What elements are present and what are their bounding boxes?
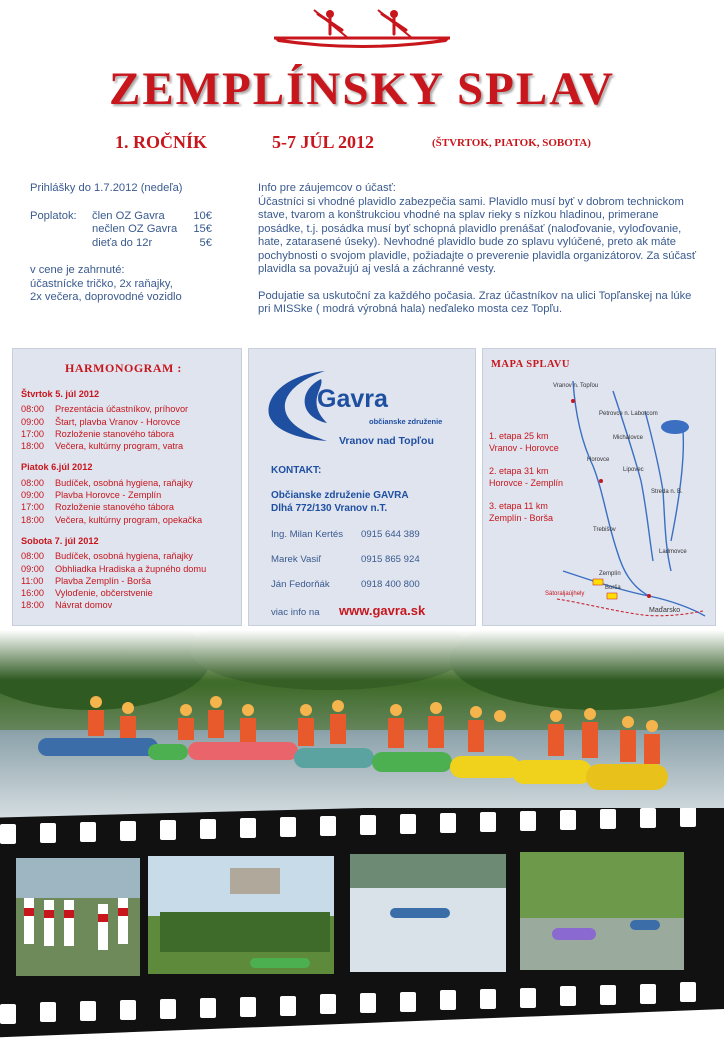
contact-name: Marek Vasiľ	[271, 554, 322, 565]
org-name: Občianske združenie GAVRA	[271, 490, 409, 501]
schedule-time: 17:00	[21, 428, 44, 439]
gavra-logo-name: Gavra	[317, 385, 388, 413]
map-place-sobrance: Streda n. B.	[651, 489, 683, 495]
schedule-text: Plavba Zemplín - Borša	[55, 575, 151, 586]
schedule-text: Štart, plavba Vranov - Horovce	[55, 416, 181, 427]
schedule-text: Večera, kultúrny program, vatra	[55, 441, 184, 452]
map-stages	[489, 431, 563, 524]
contact-row	[271, 579, 420, 604]
more-info-label: viac info na	[271, 607, 320, 618]
registration-deadline: Prihlášky do 1.7.2012 (nedeľa)	[30, 182, 183, 194]
schedule-item	[21, 587, 241, 599]
schedule-text: Obhliadka Hradiska a župného domu	[55, 563, 207, 574]
schedule-item	[21, 501, 241, 513]
map-place-madarsko: Maďarsko	[649, 607, 681, 614]
film-strip	[0, 808, 724, 1038]
schedule-item	[21, 550, 241, 562]
info-heading: Info pre záujemcov o účasť:	[258, 182, 396, 194]
map-place-trebisov: Trebišov	[593, 527, 616, 533]
contact-phone: 0918 400 800	[361, 579, 420, 590]
map-stage-route: Vranov - Horovce	[489, 442, 559, 453]
fees-label: Poplatok:	[30, 209, 77, 222]
fee-who: člen OZ Gavra	[92, 209, 165, 222]
schedule-item	[21, 477, 241, 489]
schedule-item	[21, 599, 241, 611]
fee-amount: 5€	[199, 236, 212, 249]
schedule-time: 08:00	[21, 551, 44, 562]
schedule-time: 17:00	[21, 502, 44, 513]
schedule-text: Plavba Horovce - Zemplín	[55, 490, 162, 501]
gavra-logo-city: Vranov nad Topľou	[339, 435, 434, 447]
schedule-item	[21, 563, 241, 575]
schedule-day-label: Štvrtok 5. júl 2012	[21, 389, 100, 399]
map-stage: 3. etapa 11 km	[489, 501, 548, 511]
map-place-ladmovce: Ladmovce	[659, 549, 687, 555]
schedule-item	[21, 575, 241, 587]
map-place-borsa: Borša	[605, 585, 621, 591]
map-place-michalovce: Michalovce	[613, 435, 644, 441]
schedule-title: HARMONOGRAM :	[65, 361, 182, 375]
schedule-item	[21, 514, 241, 526]
fee-row	[30, 237, 230, 251]
included-line: účastnícke tričko, 2x raňajky,	[30, 277, 173, 290]
event-dates: 5-7 JÚL 2012	[272, 132, 375, 152]
contact-row	[271, 554, 420, 579]
schedule-list	[21, 388, 241, 612]
map-title: MAPA SPLAVU	[491, 359, 570, 370]
schedule-time: 16:00	[21, 588, 44, 599]
schedule-time: 08:00	[21, 404, 44, 415]
rowers-logo-icon	[270, 8, 454, 48]
schedule-day-label: Piatok 6.júl 2012	[21, 462, 93, 473]
info-paragraph-meeting: Podujatie sa uskutoční za každého počasia. Zraz účastníkov na ulici Topľanskej na lúke pri MISSke ( modrá výrobná hala) neďaleko mosta cez Topľu.	[258, 289, 692, 315]
included-title: v cene je zahrnuté:	[30, 264, 125, 276]
map-place-horovce: Horovce	[587, 457, 610, 463]
fee-row	[30, 223, 230, 237]
page-title: ZEMPLÍNSKY SPLAV	[108, 63, 616, 115]
map-stage-route: Zemplín - Borša	[489, 512, 554, 523]
schedule-time: 09:00	[21, 490, 44, 501]
schedule-item	[21, 416, 241, 428]
contact-panel	[248, 348, 476, 626]
schedule-item	[21, 440, 241, 452]
schedule-panel	[12, 348, 242, 626]
schedule-item	[21, 428, 241, 440]
registration-info	[30, 182, 230, 305]
schedule-time: 09:00	[21, 416, 44, 427]
org-address	[271, 489, 409, 515]
schedule-text: Budíček, osobná hygiena, raňajky	[55, 551, 193, 562]
rafting-group-photo	[0, 630, 724, 830]
schedule-time: 09:00	[21, 563, 44, 574]
schedule-time: 18:00	[21, 441, 44, 452]
participant-info	[258, 182, 704, 317]
map-place-satoraljaujhely: Sátoraljaújhely	[545, 591, 585, 597]
fee-who: nečlen OZ Gavra	[92, 223, 178, 235]
contact-list	[271, 529, 420, 604]
contact-row	[271, 529, 420, 554]
contact-name: Ján Fedorňák	[271, 579, 330, 590]
schedule-text: Prezentácia účastníkov, príhovor	[55, 404, 189, 415]
included-line: 2x večera, doprovodné vozidlo	[30, 291, 182, 303]
map-panel	[482, 348, 716, 626]
map-place-petrovce: Petrovce n. Laborcom	[599, 411, 658, 417]
map-place-lipovec: Lipovec	[623, 467, 644, 473]
schedule-text: Rozloženie stanového tábora	[55, 502, 175, 513]
map-stage-route: Horovce - Zemplín	[489, 477, 564, 488]
fee-row	[30, 210, 230, 224]
schedule-text: Vyloďenie, občerstvenie	[55, 588, 153, 599]
schedule-item	[21, 403, 241, 415]
schedule-day-label: Sobota 7. júl 2012	[21, 535, 99, 546]
contact-title: KONTAKT:	[271, 465, 322, 476]
schedule-item	[21, 489, 241, 501]
info-paragraph-rules: Účastníci si vhodné plavidlo zabezpečia sami. Plavidlo musí byť v dobrom technickom stave, tvarom a konštrukciou vhodné na splav rieky s nízkou hladinou, primerane posádke, t.j. posádka musí byť schopná plavidlo prenášať (naloďovanie, vyloďovanie, hate, zatarasené úseky). Nevhodné plavidlo bude zo splavu vylúčené, preto ak máte pochybnosti o svojom plavidle, požiadajte o preverenie plavidla organizátorov. Za súčasť plavidla sa považujú aj veslá a záchranné vesty.	[258, 195, 697, 275]
schedule-text: Budíček, osobná hygiena, raňajky	[55, 477, 193, 488]
map-place-zemplin: Zemplín	[599, 571, 621, 577]
schedule-time: 18:00	[21, 600, 44, 611]
edition-label: 1. ROČNÍK	[115, 132, 208, 152]
org-street: Dlhá 772/130 Vranov n.T.	[271, 503, 388, 514]
schedule-text: Rozloženie stanového tábora	[55, 428, 175, 439]
gavra-logo-sub: občianske združenie	[369, 417, 443, 426]
schedule-time: 18:00	[21, 514, 44, 525]
contact-phone: 0915 865 924	[361, 554, 420, 565]
fee-amount: 10€	[193, 209, 212, 222]
map-stage: 1. etapa 25 km	[489, 431, 549, 441]
river-map-icon	[553, 371, 709, 621]
contact-phone: 0915 644 389	[361, 529, 420, 540]
schedule-time: 11:00	[21, 575, 44, 586]
schedule-text: Večera, kultúrny program, opekačka	[55, 514, 203, 525]
event-days: (ŠTVRTOK, PIATOK, SOBOTA)	[432, 137, 591, 149]
website-link[interactable]: www.gavra.sk	[339, 603, 426, 618]
map-place-vranov: Vranov n. Topľou	[553, 383, 599, 389]
schedule-text: Návrat domov	[55, 600, 113, 611]
map-stage: 2. etapa 31 km	[489, 466, 549, 476]
fee-who: dieťa do 12r	[92, 236, 153, 249]
fee-amount: 15€	[193, 223, 212, 235]
schedule-time: 08:00	[21, 477, 44, 488]
contact-name: Ing. Milan Kertés	[271, 529, 343, 540]
